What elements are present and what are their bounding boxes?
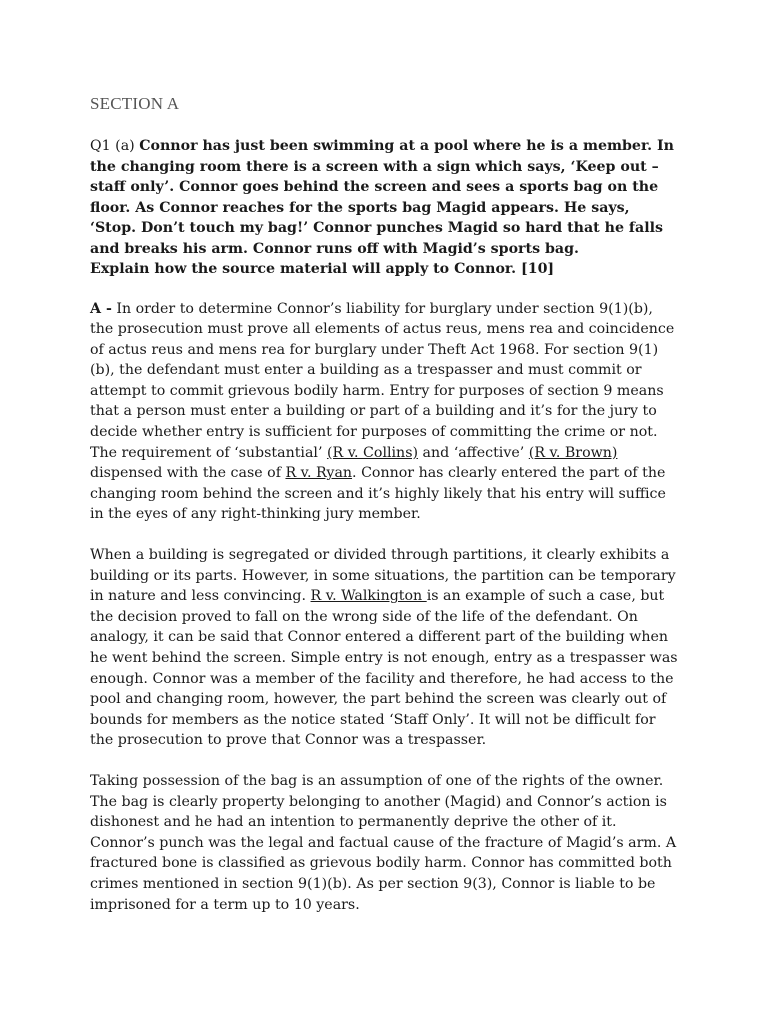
answer-paragraph-2 [90, 545, 680, 751]
case-citation-ryan: R v. Ryan [285, 465, 353, 482]
document-page [90, 92, 680, 935]
question-instruction: Explain how the source material will apply to Connor. [10] [90, 261, 555, 277]
case-citation-walkington: R v. Walkington [310, 588, 427, 605]
question-number: Q1 (a) [90, 138, 135, 154]
section-heading: SECTION A [90, 94, 180, 113]
question-block [90, 136, 680, 280]
case-citation-collins: (R v. Collins) [326, 444, 419, 461]
answer-p1-text-4: . Connor has clearly entered the part of the changing room behind the screen and it’s highly likely that his entry will suffice in the eyes of any right-thinking jury member. [90, 465, 666, 523]
answer-p2-text-2: is an example of such a case, but the decision proved to fall on the wrong side of the life of the defendant. On analogy, it can be said that Connor entered a different part of the building when he went behind the screen. Simple entry is not enough, entry as a trespasser was enough. Connor was a member of the facility and therefore, he had access to the pool and changing room, however, the part behind the screen was clearly out of bounds for members as the notice stated ‘Staff Only’. It will not be difficult for the prosecution to prove that Connor was a trespasser. [90, 588, 678, 749]
answer-paragraph-1 [90, 299, 680, 526]
answer-label: A - [90, 300, 112, 317]
answer-p1-text-2: and ‘affective’ [418, 444, 529, 461]
case-citation-brown: (R v. Brown) [528, 444, 618, 461]
answer-p1-text-1: In order to determine Connor’s liability for burglary under section 9(1)(b), the prosecution must prove all elements of actus reus, mens rea and coincidence of actus reus and mens rea for burglary under Theft Act 1968. For section 9(1)(b), the defendant must enter a building as a trespasser and must commit or attempt to commit grievous bodily harm. Entry for purposes of section 9 means that a person must enter a building or part of a building and it’s for the jury to decide whether entry is sufficient for purposes of committing the crime or not. The requirement of ‘substantial’ [90, 300, 675, 461]
answer-p1-text-3: dispensed with the case of [90, 465, 286, 482]
answer-p2-text-1: When a building is segregated or divided through partitions, it clearly exhibits a building or its parts. However, in some situations, the partition can be temporary in nature and less convincing. [90, 547, 676, 605]
answer-paragraph-3: Taking possession of the bag is an assumption of one of the rights of the owner. The bag is clearly property belonging to another (Magid) and Connor’s action is dishonest and he had an intention to permanently deprive the other of it. Connor’s punch was the legal and factual cause of the fracture of Magid’s arm. A fractured bone is classified as grievous bodily harm. Connor has committed both crimes mentioned in section 9(1)(b). As per section 9(3), Connor is liable to be imprisoned for a term up to 10 years. [90, 772, 677, 913]
question-text: Connor has just been swimming at a pool where he is a member. In the changing room there is a screen with a sign which says, ‘Keep out – staff only’. Connor goes behind the screen and sees a sports bag on the floor. As Connor reaches for the sports bag Magid appears. He says, ‘Stop. Don’t touch my bag!’ Connor punches Magid so hard that he falls and breaks his arm. Connor runs off with Magid’s sports bag. [90, 138, 674, 257]
